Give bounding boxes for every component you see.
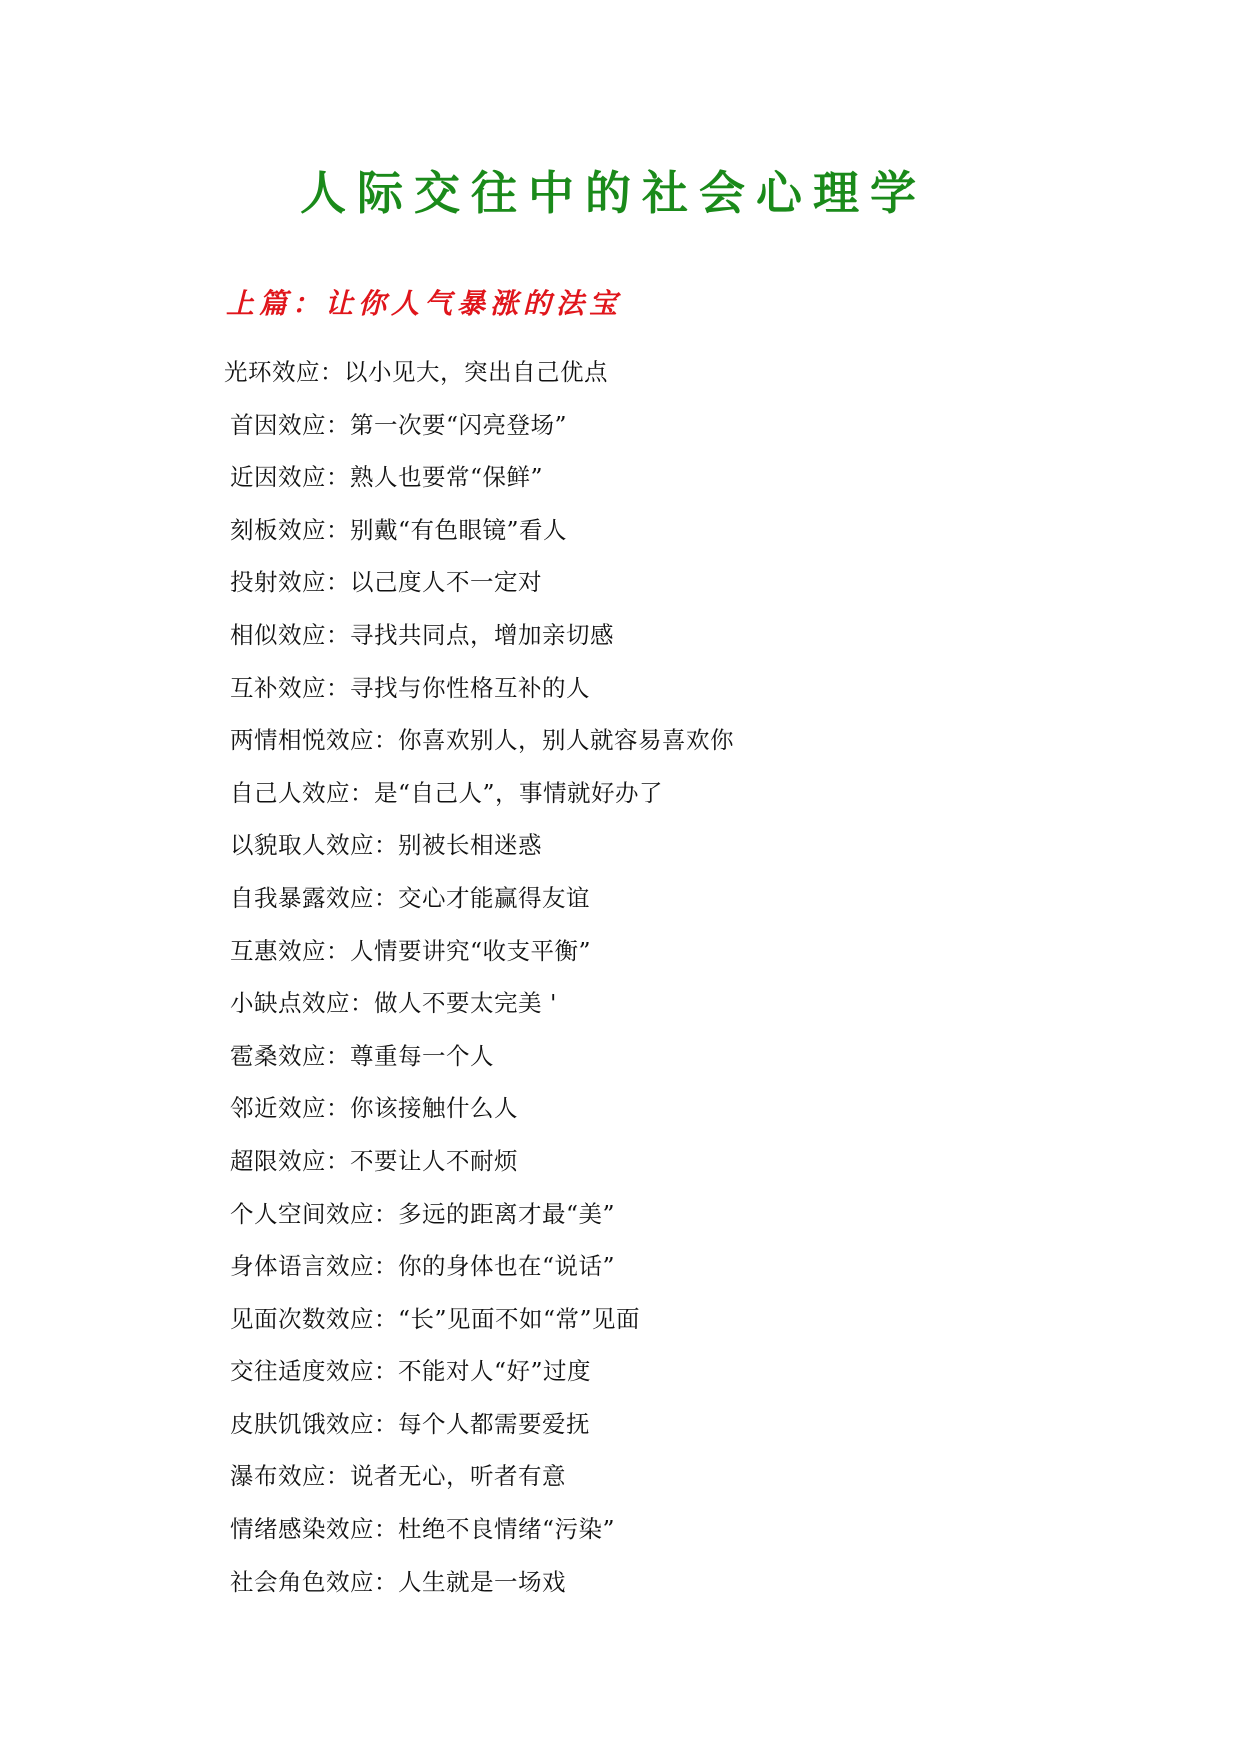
list-item: 交往适度效应：不能对人“好”过度 bbox=[230, 1357, 592, 1386]
list-item: 身体语言效应：你的身体也在“说话” bbox=[230, 1252, 616, 1281]
list-item: 互补效应：寻找与你性格互补的人 bbox=[230, 673, 590, 702]
effect-list bbox=[224, 346, 734, 1608]
list-item: 自己人效应：是“自己人”，事情就好办了 bbox=[230, 778, 664, 807]
list-item: 邻近效应：你该接触什么人 bbox=[230, 1094, 518, 1123]
list-item: 个人空间效应：多远的距离才最“美” bbox=[230, 1199, 616, 1228]
list-item: 以貌取人效应：别被长相迷惑 bbox=[230, 831, 542, 860]
list-item: 小缺点效应：做人不要太完美 ' bbox=[230, 989, 557, 1018]
list-item: 投射效应：以己度人不一定对 bbox=[230, 568, 542, 597]
list-item: 超限效应：不要让人不耐烦 bbox=[230, 1146, 518, 1175]
list-item: 首因效应：第一次要“闪亮登场” bbox=[230, 410, 568, 439]
list-item: 光环效应：以小见大，突出自己优点 bbox=[224, 358, 608, 386]
list-item: 自我暴露效应：交心才能赢得友谊 bbox=[230, 883, 590, 912]
list-item: 相似效应：寻找共同点，增加亲切感 bbox=[230, 620, 614, 649]
list-item: 雹桑效应：尊重每一个人 bbox=[230, 1041, 494, 1070]
list-item: 刻板效应：别戴“有色眼镜”看人 bbox=[230, 515, 568, 544]
document-title: 人际交往中的社会心理学 bbox=[300, 166, 927, 220]
list-item: 瀑布效应：说者无心，听者有意 bbox=[230, 1462, 566, 1491]
list-item: 互惠效应：人情要讲究“收支平衡” bbox=[230, 936, 592, 965]
list-item: 皮肤饥饿效应：每个人都需要爱抚 bbox=[230, 1409, 590, 1438]
list-item: 情绪感染效应：杜绝不良情绪“污染” bbox=[230, 1515, 616, 1544]
section-heading: 上篇：让你人气暴涨的法宝 bbox=[226, 287, 623, 320]
list-item: 两情相悦效应：你喜欢别人，别人就容易喜欢你 bbox=[230, 726, 734, 755]
list-item: 社会角色效应：人生就是一场戏 bbox=[230, 1567, 566, 1596]
list-item: 见面次数效应：“长”见面不如“常”见面 bbox=[230, 1304, 641, 1333]
list-item: 近因效应：熟人也要常“保鲜” bbox=[230, 463, 544, 492]
